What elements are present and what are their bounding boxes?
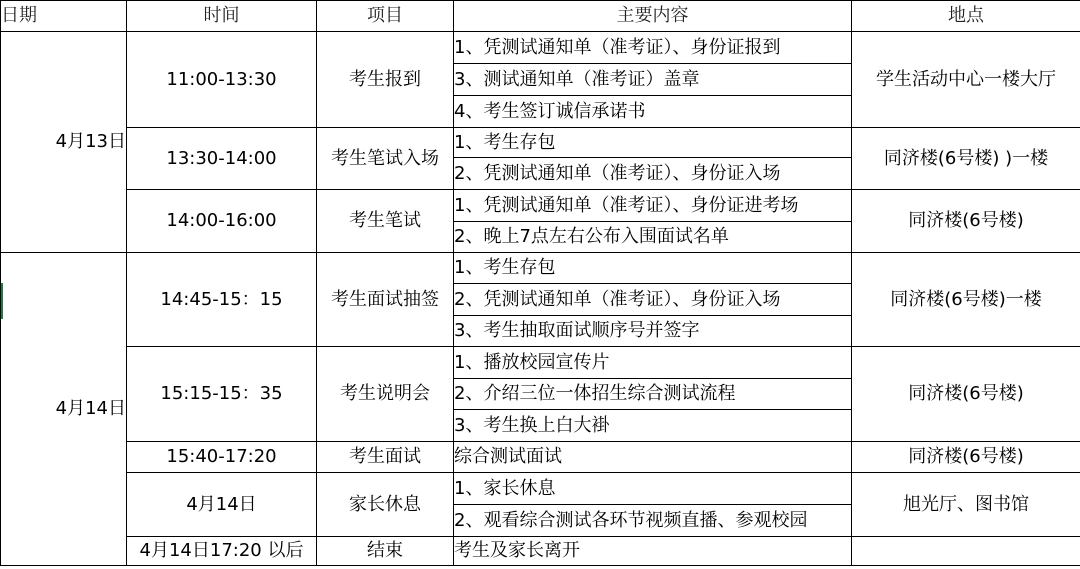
time-cell: 14:00-16:00 xyxy=(127,190,317,253)
table-row xyxy=(1,473,1080,505)
content-cell: 2、观看综合测试各环节视频直播、参观校园 xyxy=(454,505,852,537)
place-cell: 同济楼(6号楼) xyxy=(852,347,1080,442)
content-cell: 1、凭测试通知单（准考证）、身份证报到 xyxy=(454,32,852,64)
date-cell: 4月14日 xyxy=(1,253,127,566)
header-time: 时间 xyxy=(127,1,317,32)
header-row xyxy=(1,1,1080,32)
header-date: 日期 xyxy=(1,1,127,32)
place-cell: 同济楼(6号楼) )一楼 xyxy=(852,128,1080,190)
time-cell: 4月14日17:20 以后 xyxy=(127,537,317,566)
content-cell: 2、凭测试通知单（准考证）、身份证入场 xyxy=(454,284,852,316)
header-item: 项目 xyxy=(317,1,454,32)
place-cell: 同济楼(6号楼) xyxy=(852,190,1080,253)
header-content: 主要内容 xyxy=(454,1,852,32)
header-place: 地点 xyxy=(852,1,1080,32)
place-cell: 旭光厅、图书馆 xyxy=(852,473,1080,537)
item-cell: 考生笔试入场 xyxy=(317,128,454,190)
content-cell: 2、介绍三位一体招生综合测试流程 xyxy=(454,379,852,410)
place-cell: 学生活动中心一楼大厅 xyxy=(852,32,1080,128)
content-cell: 1、考生存包 xyxy=(454,128,852,158)
time-cell: 15:15-15：35 xyxy=(127,347,317,442)
item-cell: 结束 xyxy=(317,537,454,566)
content-cell: 4、考生签订诚信承诺书 xyxy=(454,96,852,128)
place-cell: 同济楼(6号楼)一楼 xyxy=(852,253,1080,347)
content-cell: 1、播放校园宣传片 xyxy=(454,347,852,379)
time-cell: 13:30-14:00 xyxy=(127,128,317,190)
content-cell: 3、考生抽取面试顺序号并签字 xyxy=(454,316,852,347)
content-cell: 综合测试面试 xyxy=(454,442,852,473)
table-row xyxy=(1,442,1080,473)
item-cell: 考生报到 xyxy=(317,32,454,128)
content-cell: 1、凭测试通知单（准考证）、身份证进考场 xyxy=(454,190,852,222)
place-cell xyxy=(852,537,1080,566)
content-cell: 3、考生换上白大褂 xyxy=(454,410,852,442)
content-cell: 1、考生存包 xyxy=(454,253,852,284)
time-cell: 14:45-15：15 xyxy=(127,253,317,347)
table-row xyxy=(1,347,1080,379)
item-cell: 考生说明会 xyxy=(317,347,454,442)
content-cell: 1、家长休息 xyxy=(454,473,852,505)
item-cell: 家长休息 xyxy=(317,473,454,537)
item-cell: 考生笔试 xyxy=(317,190,454,253)
table-row xyxy=(1,32,1080,64)
table-row xyxy=(1,128,1080,158)
table-row xyxy=(1,537,1080,566)
item-cell: 考生面试 xyxy=(317,442,454,473)
place-cell: 同济楼(6号楼) xyxy=(852,442,1080,473)
time-cell: 4月14日 xyxy=(127,473,317,537)
table-row xyxy=(1,253,1080,284)
content-cell: 2、凭测试通知单（准考证）、身份证入场 xyxy=(454,158,852,190)
content-cell: 考生及家长离开 xyxy=(454,537,852,566)
content-cell: 2、晚上7点左右公布入围面试名单 xyxy=(454,222,852,253)
date-cell: 4月13日 xyxy=(1,32,127,253)
time-cell: 15:40-17:20 xyxy=(127,442,317,473)
item-cell: 考生面试抽签 xyxy=(317,253,454,347)
table-row xyxy=(1,190,1080,222)
time-cell: 11:00-13:30 xyxy=(127,32,317,128)
content-cell: 3、测试通知单（准考证）盖章 xyxy=(454,64,852,96)
